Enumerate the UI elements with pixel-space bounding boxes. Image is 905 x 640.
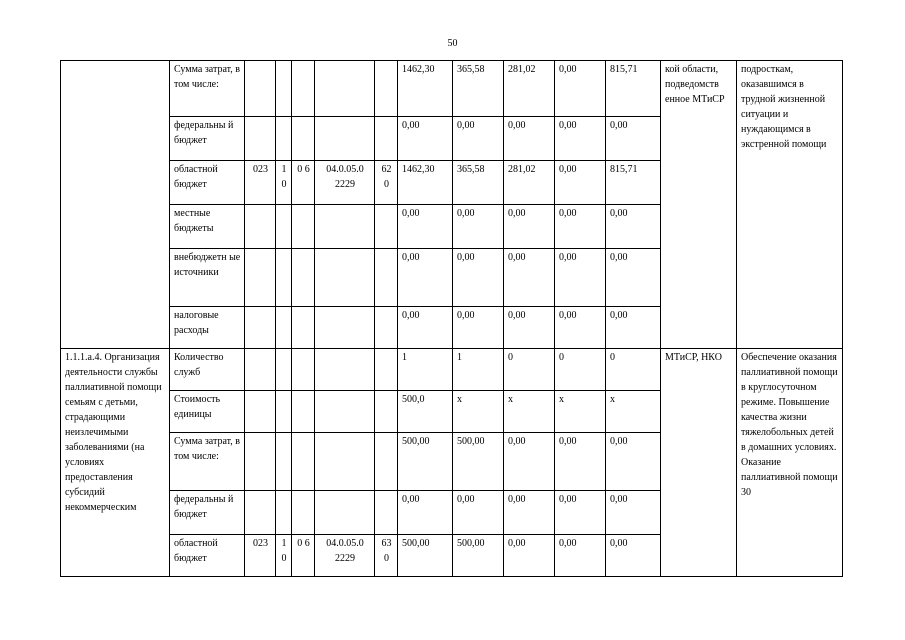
target-article-code-cell bbox=[315, 349, 375, 391]
value-year-2-cell: х bbox=[504, 391, 555, 433]
value-year-3-cell: 0,00 bbox=[555, 117, 606, 161]
expected-result-cell: подросткам, оказавшимся в трудной жизненной ситуации и нуждающимся в экстренной помощи bbox=[737, 61, 843, 349]
grbs-code-cell: 023 bbox=[245, 161, 276, 205]
value-total-cell: 1462,30 bbox=[398, 61, 453, 117]
expense-type-code-cell bbox=[375, 205, 398, 249]
value-total-cell: 1462,30 bbox=[398, 161, 453, 205]
value-year-2-cell: 0,00 bbox=[504, 249, 555, 307]
expense-type-code-cell bbox=[375, 349, 398, 391]
value-year-4-cell: 815,71 bbox=[606, 161, 661, 205]
expense-type-code-cell bbox=[375, 249, 398, 307]
subsection-code-cell bbox=[292, 61, 315, 117]
value-year-4-cell: х bbox=[606, 391, 661, 433]
target-article-code-cell bbox=[315, 491, 375, 535]
value-year-4-cell: 0 bbox=[606, 349, 661, 391]
section-code-cell bbox=[276, 433, 292, 491]
expense-type-code-cell bbox=[375, 61, 398, 117]
value-year-3-cell: 0,00 bbox=[555, 491, 606, 535]
value-year-4-cell: 0,00 bbox=[606, 249, 661, 307]
value-year-3-cell: 0,00 bbox=[555, 535, 606, 577]
value-total-cell: 0,00 bbox=[398, 491, 453, 535]
subsection-code-cell bbox=[292, 117, 315, 161]
financing-source-cell: Сумма затрат, в том числе: bbox=[170, 433, 245, 491]
financing-source-cell: налоговые расходы bbox=[170, 307, 245, 349]
value-year-1-cell: 0,00 bbox=[453, 117, 504, 161]
expense-type-code-cell bbox=[375, 391, 398, 433]
value-year-1-cell: 0,00 bbox=[453, 249, 504, 307]
value-year-3-cell: 0,00 bbox=[555, 161, 606, 205]
value-total-cell: 0,00 bbox=[398, 249, 453, 307]
value-year-2-cell: 0,00 bbox=[504, 117, 555, 161]
value-year-2-cell: 0,00 bbox=[504, 205, 555, 249]
value-year-2-cell: 0 bbox=[504, 349, 555, 391]
target-article-code-cell bbox=[315, 307, 375, 349]
value-year-4-cell: 0,00 bbox=[606, 491, 661, 535]
value-year-2-cell: 281,02 bbox=[504, 61, 555, 117]
grbs-code-cell bbox=[245, 117, 276, 161]
value-year-3-cell: 0,00 bbox=[555, 307, 606, 349]
subsection-code-cell bbox=[292, 307, 315, 349]
value-total-cell: 500,00 bbox=[398, 433, 453, 491]
value-year-4-cell: 0,00 bbox=[606, 433, 661, 491]
section-code-cell bbox=[276, 117, 292, 161]
expense-type-code-cell bbox=[375, 491, 398, 535]
executor-cell: кой области, подведомств енное МТиСР bbox=[661, 61, 737, 349]
grbs-code-cell bbox=[245, 249, 276, 307]
target-article-code-cell bbox=[315, 249, 375, 307]
value-year-4-cell: 0,00 bbox=[606, 535, 661, 577]
grbs-code-cell bbox=[245, 205, 276, 249]
value-year-3-cell: 0,00 bbox=[555, 61, 606, 117]
grbs-code-cell bbox=[245, 491, 276, 535]
financing-source-cell: внебюджетн ые источники bbox=[170, 249, 245, 307]
page-number: 50 bbox=[447, 38, 458, 49]
expense-type-code-cell: 62 0 bbox=[375, 161, 398, 205]
value-year-2-cell: 0,00 bbox=[504, 433, 555, 491]
financing-source-cell: областной бюджет bbox=[170, 535, 245, 577]
value-year-4-cell: 0,00 bbox=[606, 117, 661, 161]
value-year-2-cell: 0,00 bbox=[504, 535, 555, 577]
table-row bbox=[61, 349, 843, 391]
section-code-cell bbox=[276, 61, 292, 117]
value-total-cell: 0,00 bbox=[398, 117, 453, 161]
value-year-4-cell: 815,71 bbox=[606, 61, 661, 117]
financing-source-cell: Стоимость единицы bbox=[170, 391, 245, 433]
value-year-1-cell: 0,00 bbox=[453, 205, 504, 249]
value-year-4-cell: 0,00 bbox=[606, 307, 661, 349]
value-year-1-cell: 365,58 bbox=[453, 61, 504, 117]
financing-source-cell: федеральны й бюджет bbox=[170, 491, 245, 535]
executor-cell: МТиСР, НКО bbox=[661, 349, 737, 577]
value-year-3-cell: 0,00 bbox=[555, 433, 606, 491]
financing-source-cell: Сумма затрат, в том числе: bbox=[170, 61, 245, 117]
target-article-code-cell bbox=[315, 205, 375, 249]
target-article-code-cell: 04.0.05.0 2229 bbox=[315, 161, 375, 205]
target-article-code-cell bbox=[315, 61, 375, 117]
section-code-cell bbox=[276, 249, 292, 307]
subsection-code-cell bbox=[292, 391, 315, 433]
table-row bbox=[61, 61, 843, 117]
grbs-code-cell bbox=[245, 307, 276, 349]
activity-cell bbox=[61, 61, 170, 349]
value-year-3-cell: 0,00 bbox=[555, 249, 606, 307]
value-total-cell: 0,00 bbox=[398, 307, 453, 349]
subsection-code-cell bbox=[292, 491, 315, 535]
expected-result-cell: Обеспечение оказания паллиативной помощи в круглосуточном режиме. Повышение качества жизни тяжелобольных детей в домашних условиях. Оказание паллиативной помощи 30 bbox=[737, 349, 843, 577]
value-year-3-cell: х bbox=[555, 391, 606, 433]
value-year-3-cell: 0 bbox=[555, 349, 606, 391]
expense-type-code-cell bbox=[375, 433, 398, 491]
value-total-cell: 500,0 bbox=[398, 391, 453, 433]
subsection-code-cell bbox=[292, 205, 315, 249]
budget-table bbox=[60, 60, 843, 577]
grbs-code-cell bbox=[245, 433, 276, 491]
value-year-1-cell: 0,00 bbox=[453, 307, 504, 349]
section-code-cell bbox=[276, 307, 292, 349]
target-article-code-cell: 04.0.05.0 2229 bbox=[315, 535, 375, 577]
value-year-1-cell: 0,00 bbox=[453, 491, 504, 535]
value-total-cell: 0,00 bbox=[398, 205, 453, 249]
target-article-code-cell bbox=[315, 117, 375, 161]
grbs-code-cell bbox=[245, 391, 276, 433]
value-year-1-cell: 500,00 bbox=[453, 433, 504, 491]
value-total-cell: 500,00 bbox=[398, 535, 453, 577]
target-article-code-cell bbox=[315, 433, 375, 491]
expense-type-code-cell bbox=[375, 307, 398, 349]
subsection-code-cell: 0 6 bbox=[292, 535, 315, 577]
value-year-2-cell: 0,00 bbox=[504, 307, 555, 349]
value-year-3-cell: 0,00 bbox=[555, 205, 606, 249]
value-year-2-cell: 0,00 bbox=[504, 491, 555, 535]
grbs-code-cell: 023 bbox=[245, 535, 276, 577]
value-year-1-cell: 365,58 bbox=[453, 161, 504, 205]
value-year-1-cell: 1 bbox=[453, 349, 504, 391]
section-code-cell: 1 0 bbox=[276, 161, 292, 205]
grbs-code-cell bbox=[245, 349, 276, 391]
value-total-cell: 1 bbox=[398, 349, 453, 391]
subsection-code-cell: 0 6 bbox=[292, 161, 315, 205]
expense-type-code-cell bbox=[375, 117, 398, 161]
subsection-code-cell bbox=[292, 349, 315, 391]
value-year-1-cell: х bbox=[453, 391, 504, 433]
value-year-1-cell: 500,00 bbox=[453, 535, 504, 577]
target-article-code-cell bbox=[315, 391, 375, 433]
financing-source-cell: федеральны й бюджет bbox=[170, 117, 245, 161]
financing-source-cell: областной бюджет bbox=[170, 161, 245, 205]
expense-type-code-cell: 63 0 bbox=[375, 535, 398, 577]
financing-source-cell: местные бюджеты bbox=[170, 205, 245, 249]
financing-source-cell: Количество служб bbox=[170, 349, 245, 391]
value-year-4-cell: 0,00 bbox=[606, 205, 661, 249]
section-code-cell bbox=[276, 205, 292, 249]
section-code-cell bbox=[276, 491, 292, 535]
section-code-cell bbox=[276, 349, 292, 391]
section-code-cell bbox=[276, 391, 292, 433]
grbs-code-cell bbox=[245, 61, 276, 117]
subsection-code-cell bbox=[292, 433, 315, 491]
subsection-code-cell bbox=[292, 249, 315, 307]
section-code-cell: 1 0 bbox=[276, 535, 292, 577]
activity-cell: 1.1.1.а.4. Организация деятельности службы паллиативной помощи семьям с детьми, страдающими неизлечимыми заболеваниями (на условиях предоставления субсидий некоммерческим bbox=[61, 349, 170, 577]
value-year-2-cell: 281,02 bbox=[504, 161, 555, 205]
